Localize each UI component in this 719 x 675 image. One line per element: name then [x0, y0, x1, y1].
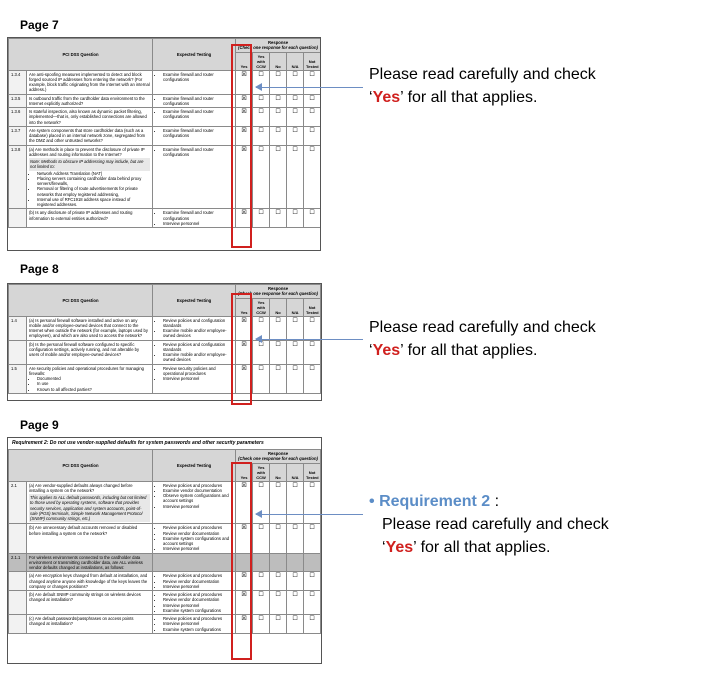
question-text: Is stateful inspection, also known as dynamic packet filtering, implemented—that is, only established connections are allowed into the network? [27, 108, 153, 127]
response-checkbox[interactable]: ☐ [287, 94, 304, 108]
response-col-header: No [270, 463, 287, 481]
question-text: (c) Are default passwords/passphrases on access points changed at installation? [27, 615, 153, 634]
response-checkbox [253, 553, 270, 572]
response-header: Response (Check one response for each question) [236, 450, 321, 464]
question-number [9, 572, 27, 591]
response-checkbox[interactable]: ☐ [304, 615, 321, 634]
yes-checkbox[interactable]: ☒ [236, 615, 253, 634]
testing-item: • Review policies and procedures [163, 573, 233, 578]
yes-column-highlight-page-8 [231, 293, 252, 405]
response-col-header: N/A [287, 463, 304, 481]
question-row [9, 553, 321, 572]
response-col-header: Yes with CCW [253, 52, 270, 70]
expected-testing-cell [153, 524, 236, 553]
response-checkbox[interactable]: ☐ [287, 340, 304, 364]
response-checkbox[interactable]: ☐ [287, 364, 304, 393]
expected-testing-cell [153, 572, 236, 591]
expected-testing-header: Expected Testing [153, 39, 236, 71]
question-number: 2.1 [9, 481, 27, 524]
question-text: (a) Are vendor-supplied defaults always changed before installing a system on the network? This applies to ALL default passwords, including but not limited to those used by operating systems, software that provides security services, application and system accounts, point-of-sale (POS) terminals, Simple Network Management Protocol (SNMP) community strings, etc.) [27, 481, 153, 524]
question-text: Are system components that store cardholder data (such as a database) placed in an internal network zone, segregated from the DMZ and other untrusted networks? [27, 126, 153, 145]
yes-checkbox[interactable]: ☒ [236, 209, 253, 228]
testing-item: • Examine firewall and router configurations [163, 109, 233, 120]
response-checkbox[interactable]: ☐ [304, 591, 321, 615]
response-checkbox[interactable]: ☐ [270, 70, 287, 94]
testing-item: • Interview personnel [163, 546, 233, 551]
response-checkbox[interactable]: ☐ [287, 481, 304, 524]
yes-checkbox[interactable]: ☒ [236, 108, 253, 127]
question-note: This applies to ALL default passwords, including but not limited to those used by operating systems, software that provides security services, application and system accounts, point-of-sale (POS) terminals, Simple Network Management Protocol (SNMP) community strings, etc.) [29, 494, 150, 522]
response-checkbox[interactable]: ☐ [253, 108, 270, 127]
testing-item: • Examine mobile and/or employee-owned devices [163, 328, 233, 339]
yes-checkbox[interactable]: ☒ [236, 481, 253, 524]
question-bullet: • Removal or filtering of route advertisements for private networks that employ registered addressing, [37, 186, 150, 197]
page-label-8: Page 8 [20, 262, 59, 276]
response-checkbox[interactable]: ☐ [270, 94, 287, 108]
testing-item: • Interview personnel [163, 621, 233, 626]
response-checkbox[interactable]: ☐ [270, 145, 287, 209]
yes-checkbox[interactable]: ☒ [236, 316, 253, 340]
question-text: (a) Are methods in place to prevent the disclosure of private IP addresses and routing information to the Internet? Note: Methods to obscure IP addressing may include, but are not limited to: • Network Address Translation (NAT) • Placing servers containing cardholder data behind proxy servers/firewalls, • Removal or filtering of route advertisements for private networks that employ registered addressing, • Internal use of RFC1918 address space instead of registered addresses. [27, 145, 153, 209]
question-number [9, 591, 27, 615]
response-checkbox[interactable]: ☐ [253, 70, 270, 94]
testing-item: • Review policies and procedures [163, 616, 233, 621]
yes-emphasis: Yes [385, 539, 414, 556]
requirement-heading: • Requirement 2 : [369, 493, 500, 510]
question-row [9, 615, 321, 634]
testing-item: • Examine system configurations [163, 608, 233, 613]
yes-checkbox[interactable]: ☒ [236, 524, 253, 553]
question-bullet: • Known to all affected parties? [37, 387, 150, 392]
response-checkbox[interactable]: ☐ [287, 524, 304, 553]
response-col-header: No [270, 298, 287, 316]
pointer-arrow-page-7 [256, 87, 363, 88]
response-checkbox[interactable]: ☐ [253, 524, 270, 553]
question-note: Note: Methods to obscure IP addressing may include, but are not limited to: [29, 158, 150, 171]
question-text: Are security policies and operational procedures for managing firewalls: • Documented • In use • Known to all affected parties? [27, 364, 153, 393]
question-bullet: • Internal use of RFC1918 address space instead of registered addresses. [37, 197, 150, 208]
response-checkbox[interactable]: ☐ [270, 481, 287, 524]
response-col-header: Not Tested [304, 463, 321, 481]
testing-item: • Interview personnel [163, 603, 233, 608]
response-checkbox[interactable]: ☐ [253, 126, 270, 145]
question-number: 1.3.7 [9, 126, 27, 145]
testing-item: • Examine firewall and router configurations [163, 72, 233, 83]
requirement-2-label: Requirement 2 [379, 493, 491, 510]
yes-checkbox[interactable]: ☒ [236, 145, 253, 209]
response-checkbox[interactable]: ☐ [304, 364, 321, 393]
question-number: 1.4 [9, 316, 27, 340]
response-checkbox[interactable]: ☐ [270, 340, 287, 364]
question-text: Are anti-spoofing measures implemented to detect and block forged sourced IP addresses from entering the network? (For example, block traffic originating from the internet with an internal address.) [27, 70, 153, 94]
question-bullet: • In use [37, 381, 150, 386]
testing-item: • Examine firewall and router configurations [163, 147, 233, 158]
response-checkbox[interactable]: ☐ [304, 316, 321, 340]
response-col-header: No [270, 52, 287, 70]
question-number: 1.3.6 [9, 108, 27, 127]
testing-item: • Examine vendor documentation [163, 488, 233, 493]
response-checkbox[interactable]: ☐ [270, 209, 287, 228]
response-checkbox[interactable]: ☐ [253, 572, 270, 591]
response-col-header: Yes [236, 298, 253, 316]
pci-table-page-9 [8, 449, 321, 634]
testing-item: • Examine firewall and router configurations [163, 96, 233, 107]
yes-checkbox[interactable]: ☒ [236, 94, 253, 108]
question-column-header: PCI DSS Question [9, 39, 153, 71]
question-text: (b) Is the personal firewall software configured to specific configuration settings, actively running, and not alterable by users of mobile and/or employee-owned devices? [27, 340, 153, 364]
expected-testing-header: Expected Testing [153, 450, 236, 482]
response-checkbox[interactable]: ☐ [287, 316, 304, 340]
response-checkbox[interactable]: ☐ [270, 126, 287, 145]
response-checkbox[interactable]: ☐ [253, 94, 270, 108]
response-checkbox[interactable]: ☐ [270, 364, 287, 393]
instruction-note-page-8 [369, 316, 596, 362]
question-number: 1.3.5 [9, 94, 27, 108]
expected-testing-cell [153, 364, 236, 393]
response-checkbox[interactable]: ☐ [270, 615, 287, 634]
yes-emphasis: Yes [372, 89, 401, 106]
response-checkbox[interactable]: ☐ [270, 524, 287, 553]
question-row [9, 209, 321, 228]
question-number: 1.3.4 [9, 70, 27, 94]
note-line: Please read carefully and check [382, 516, 609, 533]
question-number [9, 615, 27, 634]
question-text: (b) Are default SNMP community strings on wireless devices changed at installation? [27, 591, 153, 615]
note-line-yes: ‘Yes’ for all that applies. [369, 342, 538, 359]
response-checkbox[interactable]: ☐ [253, 316, 270, 340]
page-8-table-panel [7, 283, 322, 401]
question-bullet: • Documented [37, 376, 150, 381]
testing-item: • Examine firewall and router configurations [163, 210, 233, 221]
testing-item: • Review vendor documentation [163, 579, 233, 584]
question-row [9, 591, 321, 615]
response-checkbox[interactable]: ☐ [287, 126, 304, 145]
pointer-arrow-page-9 [256, 514, 363, 515]
pci-table-page-7 [8, 38, 321, 228]
response-col-header: N/A [287, 52, 304, 70]
yes-checkbox[interactable]: ☒ [236, 572, 253, 591]
testing-item: • Review policies and procedures [163, 483, 233, 488]
response-col-header: Yes with CCW [253, 298, 270, 316]
response-checkbox[interactable]: ☐ [304, 209, 321, 228]
testing-item: • Examine system configurations and account settings [163, 536, 233, 547]
question-row [9, 481, 321, 524]
question-bullet: • Placing servers containing cardholder data behind proxy servers/firewalls, [37, 176, 150, 187]
question-row [9, 364, 321, 393]
yes-column-highlight-page-7 [231, 44, 252, 248]
yes-emphasis: Yes [372, 342, 401, 359]
response-col-header: Not Tested [304, 52, 321, 70]
yes-checkbox[interactable]: ☒ [236, 70, 253, 94]
testing-item: • Review policies and configuration standards [163, 342, 233, 353]
question-number: 1.3.8 [9, 145, 27, 209]
testing-item: • Interview personnel [163, 221, 233, 226]
instruction-note-page-9 [369, 490, 609, 559]
yes-column-highlight-page-9 [231, 462, 252, 660]
response-checkbox[interactable]: ☐ [287, 70, 304, 94]
expected-testing-cell [153, 209, 236, 228]
response-header: Response (Check one response for each question) [236, 39, 321, 53]
response-checkbox[interactable]: ☐ [253, 481, 270, 524]
response-checkbox[interactable]: ☐ [304, 126, 321, 145]
response-checkbox[interactable]: ☐ [287, 145, 304, 209]
expected-testing-cell [153, 316, 236, 340]
expected-testing-cell [153, 553, 236, 572]
response-col-header: Yes [236, 52, 253, 70]
question-text: (b) Are unnecessary default accounts removed or disabled before installing a system on the network? [27, 524, 153, 553]
response-checkbox[interactable]: ☐ [270, 108, 287, 127]
testing-item: • Review vendor documentation [163, 597, 233, 602]
testing-item: • Review policies and configuration standards [163, 318, 233, 329]
note-line: Please read carefully and check [369, 319, 596, 336]
question-row [9, 70, 321, 94]
note-line-yes: ‘Yes’ for all that applies. [382, 539, 551, 556]
response-checkbox[interactable]: ☐ [304, 94, 321, 108]
question-text: Is outbound traffic from the cardholder data environment to the Internet explicitly authorized? [27, 94, 153, 108]
page-7-table-panel [7, 37, 321, 251]
yes-checkbox[interactable]: ☒ [236, 364, 253, 393]
response-checkbox[interactable]: ☐ [304, 481, 321, 524]
response-checkbox[interactable]: ☐ [253, 591, 270, 615]
response-checkbox[interactable]: ☐ [287, 108, 304, 127]
pointer-arrow-page-8 [256, 339, 363, 340]
question-row [9, 316, 321, 340]
question-number [9, 524, 27, 553]
testing-item: • Examine system configurations [163, 627, 233, 632]
question-text: (a) Are encryption keys changed from default at installation, and changed anytime anyone with knowledge of the keys leaves the company or changes positions? [27, 572, 153, 591]
expected-testing-cell [153, 94, 236, 108]
yes-checkbox[interactable]: ☒ [236, 591, 253, 615]
testing-item: • Review vendor documentation [163, 531, 233, 536]
response-checkbox [270, 553, 287, 572]
expected-testing-cell [153, 70, 236, 94]
response-checkbox[interactable]: ☐ [304, 145, 321, 209]
testing-item: • Interview personnel [163, 504, 233, 509]
page-label-7: Page 7 [20, 18, 59, 32]
response-checkbox[interactable]: ☐ [253, 364, 270, 393]
question-row [9, 572, 321, 591]
response-checkbox[interactable]: ☐ [304, 108, 321, 127]
yes-checkbox[interactable]: ☒ [236, 126, 253, 145]
question-number [9, 340, 27, 364]
testing-item: • Review security policies and operational procedures [163, 366, 233, 377]
page-9-table-panel [7, 437, 322, 664]
question-row [9, 340, 321, 364]
response-checkbox[interactable]: ☐ [253, 209, 270, 228]
question-number: 2.1.1 [9, 553, 27, 572]
expected-testing-header: Expected Testing [153, 285, 236, 317]
response-checkbox[interactable]: ☐ [253, 145, 270, 209]
response-col-header: N/A [287, 298, 304, 316]
requirement-title: Requirement 2: Do not use vendor-supplied defaults for system passwords and other security parameters [12, 440, 264, 446]
expected-testing-cell [153, 481, 236, 524]
expected-testing-cell [153, 108, 236, 127]
response-col-header: Yes [236, 463, 253, 481]
note-line-yes: ‘Yes’ for all that applies. [369, 89, 538, 106]
question-row [9, 145, 321, 209]
question-text: For wireless environments connected to the cardholder data environment or transmitting cardholder data, are ALL wireless vendor defaults changed at installations, as follows: [27, 553, 153, 572]
response-checkbox[interactable]: ☐ [304, 340, 321, 364]
testing-item: • Examine mobile and/or employee-owned devices [163, 352, 233, 363]
response-header: Response (Check one response for each question) [236, 285, 321, 299]
response-col-header: Yes with CCW [253, 463, 270, 481]
response-checkbox[interactable]: ☐ [287, 591, 304, 615]
response-checkbox[interactable]: ☐ [287, 615, 304, 634]
question-row [9, 126, 321, 145]
expected-testing-cell [153, 126, 236, 145]
expected-testing-cell [153, 615, 236, 634]
response-checkbox [287, 553, 304, 572]
testing-item: • Interview personnel [163, 584, 233, 589]
expected-testing-cell [153, 340, 236, 364]
question-text: (a) Is personal firewall software installed and active on any mobile and/or employee-owned devices that connect to the Internet when outside the network (for example, laptops used by employees), and which are also used to access the network? [27, 316, 153, 340]
question-row [9, 524, 321, 553]
question-number: 1.5 [9, 364, 27, 393]
question-column-header: PCI DSS Question [9, 285, 153, 317]
instruction-note-page-7 [369, 63, 596, 109]
note-line: Please read carefully and check [369, 66, 596, 83]
question-number [9, 209, 27, 228]
response-checkbox[interactable]: ☐ [287, 209, 304, 228]
expected-testing-cell [153, 145, 236, 209]
response-checkbox[interactable]: ☐ [270, 572, 287, 591]
question-column-header: PCI DSS Question [9, 450, 153, 482]
response-col-header: Not Tested [304, 298, 321, 316]
testing-item: • Review policies and procedures [163, 525, 233, 530]
question-row [9, 108, 321, 127]
testing-item: • Review policies and procedures [163, 592, 233, 597]
response-checkbox[interactable]: ☐ [253, 615, 270, 634]
question-row [9, 94, 321, 108]
question-text: (b) Is any disclosure of private IP addresses and routing information to external entities authorized? [27, 209, 153, 228]
response-checkbox[interactable]: ☐ [304, 70, 321, 94]
response-checkbox[interactable]: ☐ [253, 340, 270, 364]
testing-item: • Observe system configurations and account settings [163, 493, 233, 504]
testing-item: • Interview personnel [163, 376, 233, 381]
response-checkbox[interactable]: ☐ [304, 524, 321, 553]
response-checkbox[interactable]: ☐ [270, 316, 287, 340]
response-checkbox[interactable]: ☐ [287, 572, 304, 591]
expected-testing-cell [153, 591, 236, 615]
question-bullet: • Network Address Translation (NAT) [37, 171, 150, 176]
response-checkbox[interactable]: ☐ [270, 591, 287, 615]
yes-checkbox[interactable]: ☒ [236, 340, 253, 364]
response-checkbox [304, 553, 321, 572]
response-checkbox[interactable]: ☐ [304, 572, 321, 591]
testing-item: • Examine firewall and router configurations [163, 128, 233, 139]
page-label-9: Page 9 [20, 418, 59, 432]
